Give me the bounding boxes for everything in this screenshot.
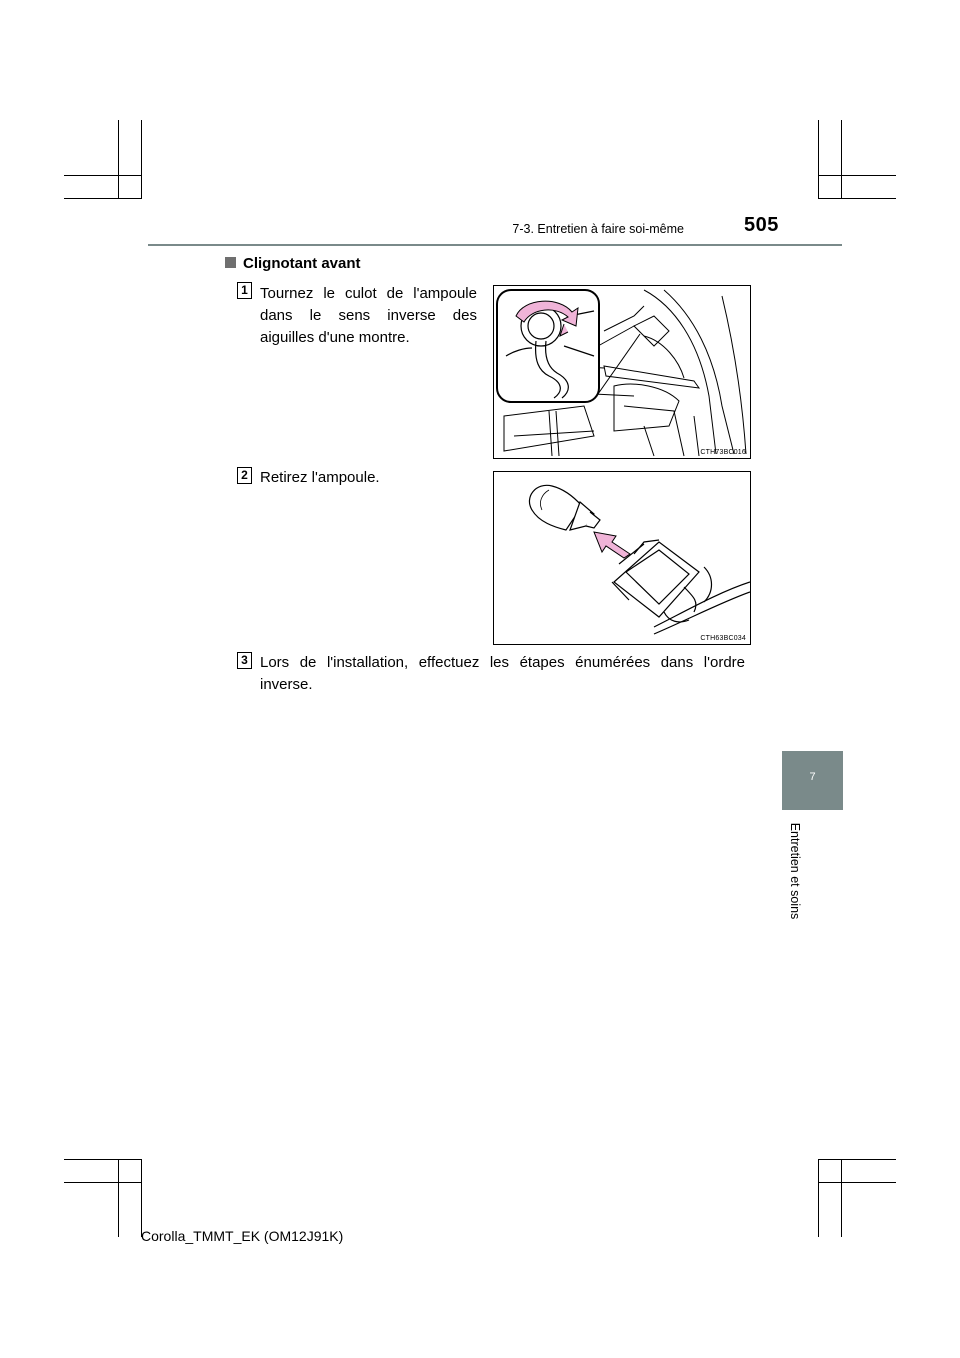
crop-mark <box>818 198 896 199</box>
section-label: 7-3. Entretien à faire soi-même <box>512 222 684 236</box>
step-number-3: 3 <box>237 652 252 669</box>
step-number-1: 1 <box>237 282 252 299</box>
heading-square-icon <box>225 257 236 268</box>
crop-mark <box>141 1159 142 1237</box>
chapter-title-text: Entretien et soins <box>788 822 802 920</box>
figure-remove-bulb <box>493 471 751 645</box>
crop-mark <box>118 1159 119 1237</box>
chapter-tab <box>782 751 843 810</box>
figure-code: CTH73BC016 <box>700 449 746 456</box>
step-text-1: Tournez le culot de l'ampoule dans le sens inverse des aiguilles d'une montre. <box>260 285 477 346</box>
section-heading-text: Clignotant avant <box>243 255 361 272</box>
crop-mark <box>818 1159 896 1160</box>
step-number-2: 2 <box>237 467 252 484</box>
crop-mark <box>818 120 819 198</box>
crop-mark <box>141 120 142 198</box>
headlamp-socket-illustration <box>494 286 750 458</box>
step-text-2: Retirez l'ampoule. <box>260 469 380 486</box>
crop-mark <box>64 1182 142 1183</box>
crop-mark <box>818 1182 896 1183</box>
bulb-removal-illustration <box>494 472 750 644</box>
figure-turn-socket <box>493 285 751 459</box>
crop-mark <box>64 1159 142 1160</box>
figure-code: CTH63BC034 <box>700 635 746 642</box>
chapter-title <box>781 818 809 924</box>
step-text-3: Lors de l'installation, effectuez les étapes énumérées dans l'ordre inverse. <box>260 654 745 693</box>
crop-mark <box>841 1159 842 1237</box>
crop-mark <box>118 120 119 198</box>
footer-document-id: Corolla_TMMT_EK (OM12J91K) <box>141 1228 344 1244</box>
crop-mark <box>818 1159 819 1237</box>
crop-mark <box>818 175 896 176</box>
crop-mark <box>64 175 142 176</box>
section-heading <box>225 255 361 272</box>
crop-mark <box>841 120 842 198</box>
chapter-number: 7 <box>809 771 816 783</box>
crop-mark <box>64 198 142 199</box>
page-number: 505 <box>744 214 779 236</box>
header-rule <box>148 244 842 246</box>
